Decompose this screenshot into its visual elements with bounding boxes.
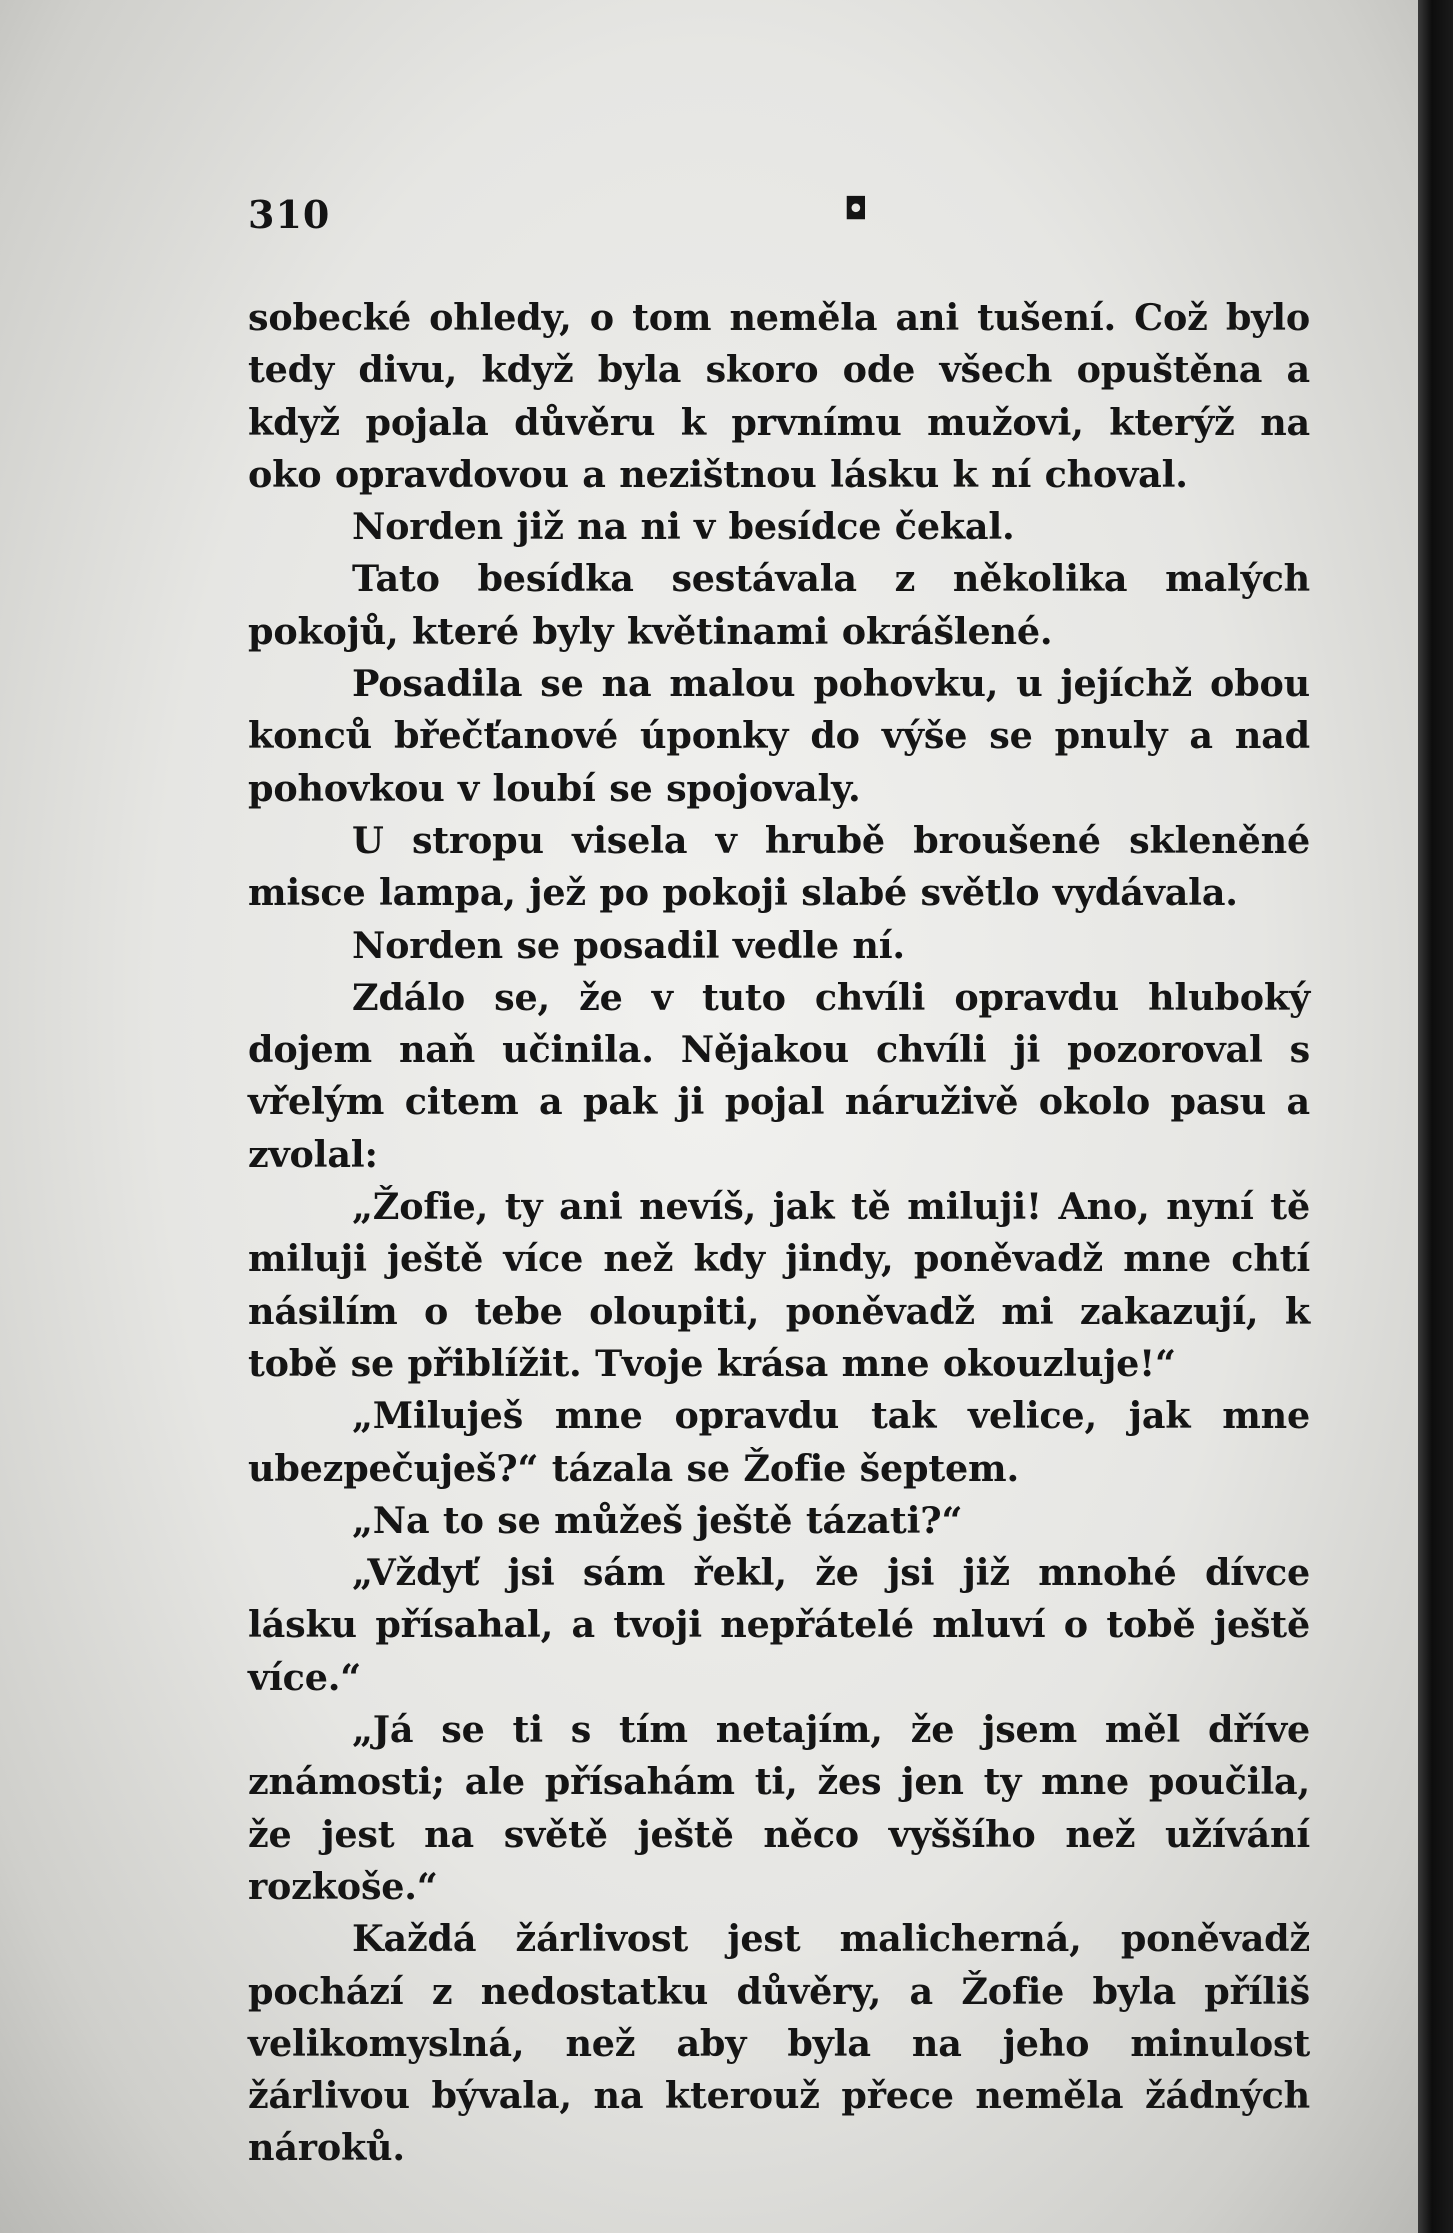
paragraph: „Já se ti s tím netajím, že jsem měl dříve známosti; ale přísahám ti, žes jen ty mne poučila, že jest na světě ještě něco vyššího než užívání rozkoše.“ [248, 1708, 1310, 1908]
paragraph: Posadila se na malou pohovku, u jejíchž obou konců břečťanové úponky do výše se pnuly a nad pohovkou v loubí se spojovaly. [248, 662, 1310, 810]
paragraph: Norden se posadil vedle ní. [352, 923, 905, 967]
paragraph: U stropu visela v hrubě broušené skleněné misce lampa, jež po pokoji slabé světlo vydávala. [248, 818, 1310, 915]
paragraph: sobecké ohledy, o tom neměla ani tušení. Což bylo tedy divu, když byla skoro ode všech opuštěna a když pojala důvěru k prvnímu mužovi, kterýž na oko opravdovou a nezištnou lásku k ní choval. [248, 296, 1310, 496]
paragraph: „Vždyť jsi sám řekl, že jsi již mnohé dívce lásku přísahal, a tvoji nepřátelé mluví o tobě ještě více.“ [248, 1551, 1310, 1699]
scan-edge [1418, 0, 1453, 2233]
paragraph: Tato besídka sestávala z několika malých pokojů, které byly květinami okrášlené. [248, 557, 1310, 653]
page-header [248, 192, 1308, 242]
paragraph: Každá žárlivost jest malicherná, poněvadž pochází z nedostatku důvěry, a Žofie byla příliš velikomyslná, než aby byla na jeho minulost žárlivou bývala, na kterouž přece neměla žádných nároků. [248, 1917, 1310, 2170]
paragraph: „Miluješ mne opravdu tak velice, jak mne ubezpečuješ?“ tázala se Žofie šeptem. [248, 1394, 1310, 1490]
paragraph: Zdálo se, že v tuto chvíli opravdu hluboký dojem naň učinila. Nějakou chvíli ji pozoroval s vřelým citem a pak ji pojal náruživě okolo pasu a zvolal: [248, 975, 1310, 1176]
paragraph: Norden již na ni v besídce čekal. [352, 505, 1015, 549]
page-text [248, 292, 1310, 2175]
page-number: 310 [248, 192, 331, 237]
paragraph: „Na to se můžeš ještě tázati?“ [352, 1498, 963, 1542]
paragraph: „Žofie, ty ani nevíš, jak tě miluji! Ano, nyní tě miluji ještě více než kdy jindy, poněvadž mne chtí násilím o tebe oloupiti, poněvadž mi zakazují, k tobě se přiblížit. Tvoje krása mne okouzluje!“ [248, 1185, 1310, 1385]
ornament-icon: ◘ [844, 192, 868, 227]
